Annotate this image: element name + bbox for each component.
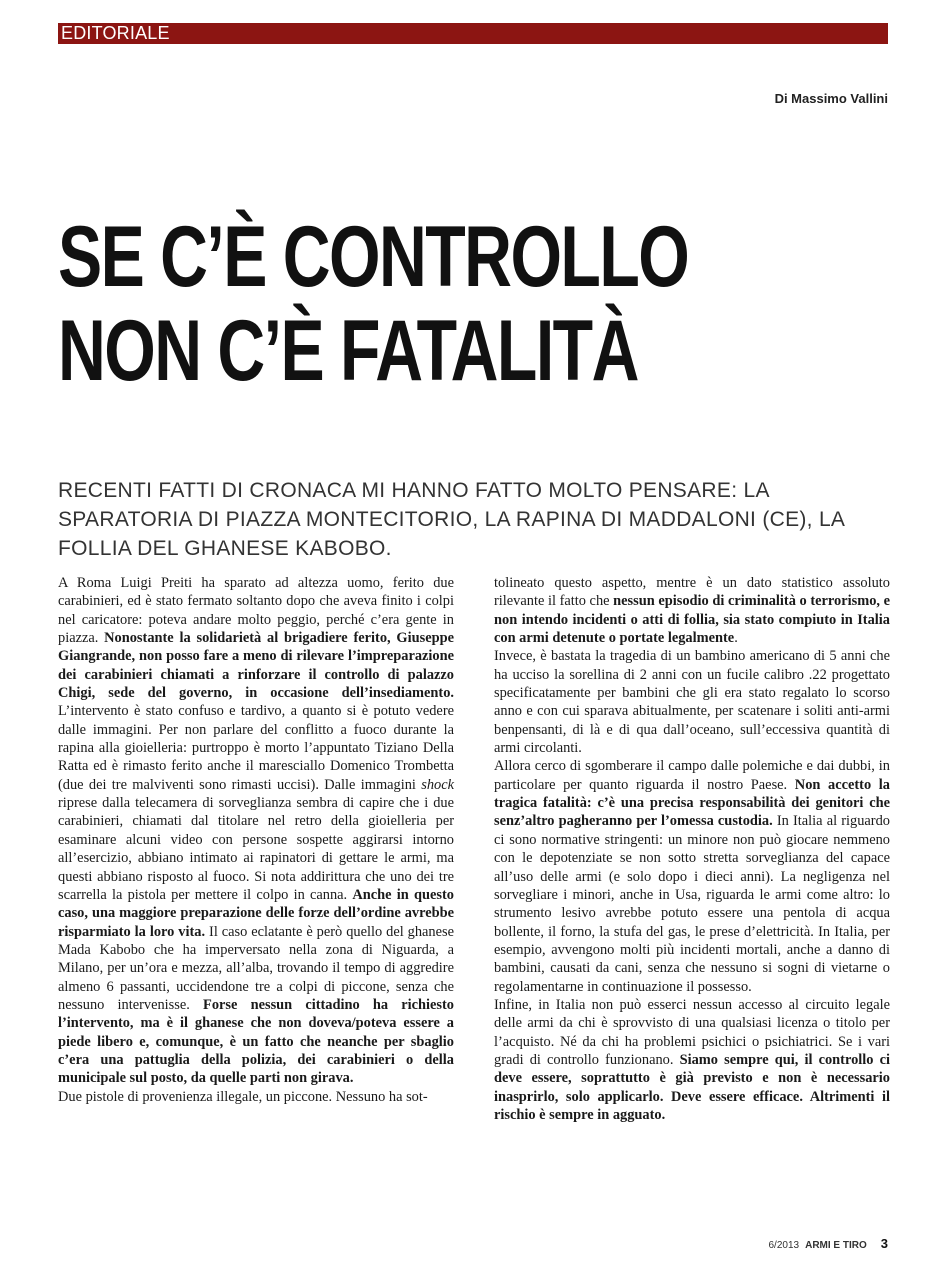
headline xyxy=(58,210,689,398)
text-run: tolineato questo aspetto, mentre è un dato statistico assoluto rilevante il fatto che xyxy=(494,575,890,610)
text-run: Invece, è bastata la tragedia di un bambino americano di 5 anni che ha ucciso la sorellina di 2 anni con un fucile calibro .22 progettato specificatamente per bambini che gli era stato regalato lo scorso anno e con cui sparava abitualmente, per scatenare i soliti anti-armi benpensanti, di là e di qua dall’oceano, sull’eccessiva quantità di armi circolanti. xyxy=(494,648,890,757)
bold-text: Anche in questo caso, una maggiore preparazione delle forze dell’ordine avrebbe risparmiato la loro vita. xyxy=(58,886,454,940)
text-run: In Italia al riguardo ci sono normative stringenti: un minore non può giocare nemmeno con le depotenziate se non sotto stretta sorveglianza del capace all’uso delle armi (e solo dopo i dieci anni). La negligenza nel sorvegliare i minori, anche in Usa, riguarda le armi come altro: lo strumento lesivo avrebbe potuto essere una pentola di acqua bollente, il forno, la stufa del gas, le prese d’elettricità. In Italia, per esempio, avvengono molti più incidenti mortali, anche a danno di bambini, causati da cani, senza che nessuno si sogni di vietarne o regolamentarne in continuazione il possesso. xyxy=(494,813,890,995)
paragraph xyxy=(58,1088,454,1106)
paragraph xyxy=(58,574,454,1088)
deck-subtitle: RECENTI FATTI DI CRONACA MI HANNO FATTO MOLTO PENSARE: LA SPARATORIA DI PIAZZA MONTECITORIO, LA RAPINA DI MADDALONI (CE), LA FOLLIA DEL GHANESE KABOBO. xyxy=(58,479,845,560)
text-run: Il caso eclatante è però quello del ghanese Mada Kabobo che ha imperversato nella zona di Niguarda, a Milano, per un’ora e mezza, all’alba, trovando il tempo di aggredire almeno 6 passanti, uccidendone tre a colpi di piccone, senza che nessuno intervenisse. xyxy=(58,923,454,1013)
headline-line-1: SE C’È CONTROLLO xyxy=(58,209,689,305)
text-run: riprese dalla telecamera di sorveglianza sembra di capire che i due carabinieri, chiamati dal titolare nel retro della gioielleria per esaminare alcuni video con persone sospette aggirarsi intorno all’esercizio, abbiano intimato ai rapinatori di gettare le armi, ma questi abbiano risposto al fuoco. Si nota addirittura che uno dei tre scarrella la pistola per mettere il colpo in canna. xyxy=(58,795,454,903)
paragraph xyxy=(494,757,890,995)
paragraph xyxy=(494,996,890,1124)
page-number: 3 xyxy=(880,1236,888,1251)
bold-text: Forse nessun cittadino ha richiesto l’intervento, ma è il ghanese che non doveva/poteva essere a piede libero e, comunque, è un fatto che neanche per sbaglio c’era una pattuglia della polizia, dei carabinieri o della municipale sul posto, da quelle parti non girava. xyxy=(58,996,454,1087)
bold-text: Non accetto la tragica fatalità: c’è una precisa responsabilità dei genitori che senz’altro pagheranno per l’omessa custodia. xyxy=(494,776,890,830)
text-run: Allora cerco di sgomberare il campo dalle polemiche e dai dubbi, in particolare per quanto riguarda il nostro Paese. xyxy=(494,758,890,793)
headline-line-2: NON C’È FATALITÀ xyxy=(58,303,638,399)
section-header-bar xyxy=(58,23,888,44)
italic-text: shock xyxy=(421,776,454,793)
article-column-right xyxy=(494,574,890,1124)
bold-text: nessun episodio di criminalità o terrorismo, e non intendo incidenti o atti di follia, sia stato compiuto in Italia con armi detenute o portate legalmente xyxy=(494,593,890,647)
issue-date: 6/2013 xyxy=(768,1240,800,1251)
magazine-name: ARMI E TIRO xyxy=(805,1240,867,1251)
bold-text: Siamo sempre qui, il controllo ci deve essere, soprattutto è già previsto e non è necessario inasprirlo, solo applicarlo. Deve essere efficace. Altrimenti il rischio è sempre in agguato. xyxy=(494,1051,890,1123)
paragraph xyxy=(494,647,890,757)
article-column-left xyxy=(58,574,454,1106)
author-byline: Di Massimo Vallini xyxy=(774,91,888,106)
text-run: L’intervento è stato confuso e tardivo, a quanto si è potuto vedere dalle immagini. Per non parlare del conflitto a fuoco durante la rapina alla gioielleria: purtroppo è morto l’appuntato Tiziano Della Ratta ed è rimasto ferito anche il maresciallo Domenico Trombetta (due dei tre malviventi sono rimasti uccisi). Dalle immagini xyxy=(58,703,454,793)
section-label: EDITORIALE xyxy=(61,23,170,43)
text-run: A Roma Luigi Preiti ha sparato ad altezza uomo, ferito due carabinieri, ed è stato fermato soltanto dopo che aveva finito i colpi nel caricatore: poteva andare molto peggio, perché c’era gente in piazza. xyxy=(58,575,454,647)
paragraph xyxy=(494,574,890,647)
page-footer xyxy=(769,1236,889,1251)
text-run: Infine, in Italia non può esserci nessun accesso al circuito legale delle armi da chi è sprovvisto di una qualsiasi licenza o titolo per l’acquisto. Né da chi ha problemi psichici o psichiatrici. Se i vari gradi di controllo funzionano. xyxy=(494,996,890,1068)
bold-text: Nonostante la solidarietà al brigadiere ferito, Giuseppe Giangrande, non posso fare a meno di rilevare l’impreparazione dei carabinieri chiamati a rinforzare il controllo di palazzo Chigi, sede del governo, in occasione dell’insediamento. xyxy=(58,630,454,702)
text-run: Due pistole di provenienza illegale, un piccone. Nessuno ha sot- xyxy=(58,1088,428,1105)
text-run: . xyxy=(734,630,738,647)
